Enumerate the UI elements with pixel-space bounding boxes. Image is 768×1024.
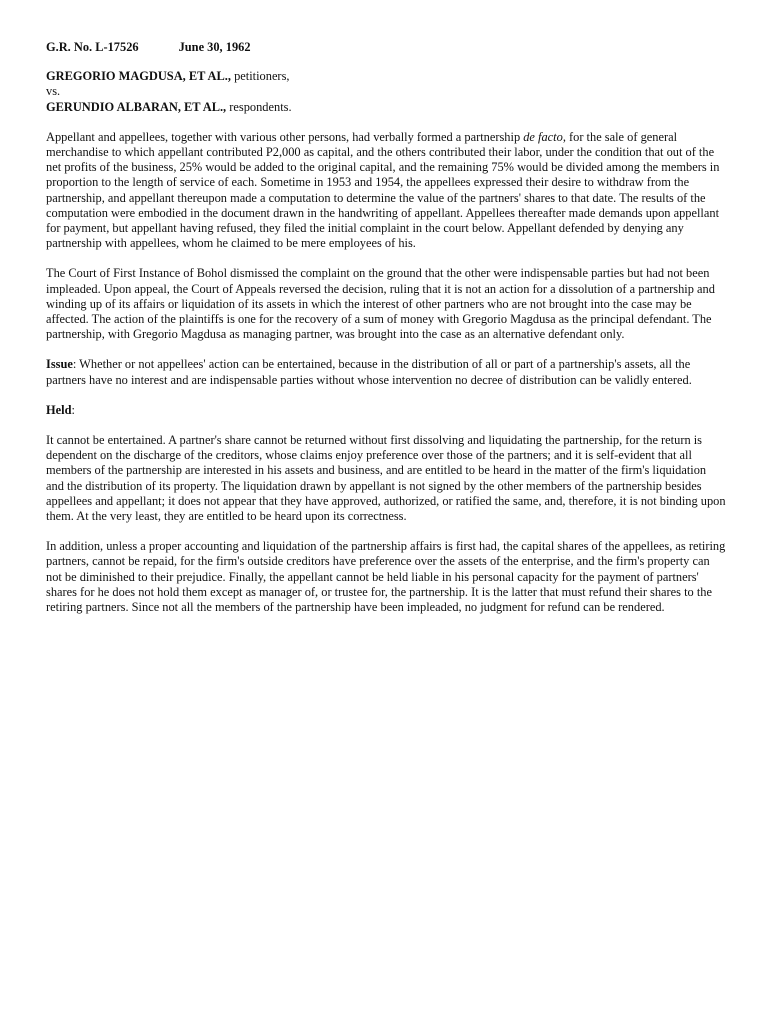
issue-text: : Whether or not appellees' action can be entertained, because in the distribution of all or part of a partnership's assets, all the partners have no interest and are indispensable parties without whose intervention no decree of distribution can be validly entered. [46,357,692,387]
facts-paragraph-1: Appellant and appellees, together with various other persons, had verbally formed a partnership de facto, for the sale of general merchandise to which appellant contributed P2,000 as capital, and the others contributed their labor, under the condition that out of the net profits of the business, 25% would be added to the original capital, and the remaining 75% would be divided among the members in proportion to the length of service of each. Sometime in 1953 and 1954, the appellees expressed their desire to withdraw from the partnership, and appellant thereupon made a computation to determine the value of the partners' shares to that date. The results of the computation were embodied in the document drawn in the handwriting of appellant. Appellees thereafter made demands upon appellant for payment, but appellant having refused, they filed the initial complaint in the court below. Appellant defended by denying any partnership with appellees, whom he claimed to be mere employees of his. [46,129,720,251]
held-label: Held [46,402,72,417]
case-date: June 30, 1962 [178,40,251,54]
respondent-line [46,100,726,115]
facts-paragraph-2: The Court of First Instance of Bohol dismissed the complaint on the ground that the other were indispensable parties but had not been impleaded. Upon appeal, the Court of Appeals reversed the decision, ruling that it is not an action for a dissolution of a partnership and winding up of its affairs or liquidation of its assets in which the interest of other partners who are not brought into the case may be affected. The action of the plaintiffs is one for the recovery of a sum of money with Gregorio Magdusa as the principal defendant. The partnership, with Gregorio Magdusa as managing partner, was brought into the case as an alternative defendant only. [46,266,715,342]
case-number: G.R. No. L-17526 [46,40,139,54]
respondent-name: GERUNDIO ALBARAN, ET AL., [46,99,227,114]
case-parties [46,69,726,115]
held-heading: Held: [46,402,75,417]
petitioner-name: GREGORIO MAGDUSA, ET AL., [46,69,231,84]
petitioner-line [46,69,726,84]
respondent-role: respondents. [226,99,292,114]
held-paragraph-1: It cannot be entertained. A partner's share cannot be returned without first dissolving and liquidating the partnership, for the return is dependent on the discharge of the creditors, whose claims enjoy preference over those of the partners; and it is self-evident that all members of the partnership are interested in his assets and business, and are entitled to be heard in the matter of the firm's liquidation and the distribution of its property. The liquidation drawn by appellant is not signed by the other members of the partnership besides appellees and appellant; it does not appear that they have approved, authorized, or ratified the same, and, therefore, it is not binding upon them. At the very least, they are entitled to be heard upon its correctness. [46,433,726,524]
issue-paragraph [46,357,726,387]
held-paragraph-2: In addition, unless a proper accounting and liquidation of the partnership affairs is first had, the capital shares of the appellees, as retiring partners, cannot be repaid, for the firm's outside creditors have preference over the assets of the enterprise, and the firm's property can not be diminished to their prejudice. Finally, the appellant cannot be held liable in his personal capacity for the payment of partners' shares for he does not hold them except as manager of, or trustee for, the partnership. It is the latter that must refund their shares to the retiring partners. Since not all the members of the partnership have been impleaded, no judgment for refund can be rendered. [46,539,726,615]
de-facto-term: de facto [523,129,563,144]
issue-label: Issue [46,357,73,372]
document-page [46,40,726,630]
versus-line: vs. [46,84,61,99]
case-header [46,40,726,55]
petitioner-role: petitioners, [230,69,290,84]
